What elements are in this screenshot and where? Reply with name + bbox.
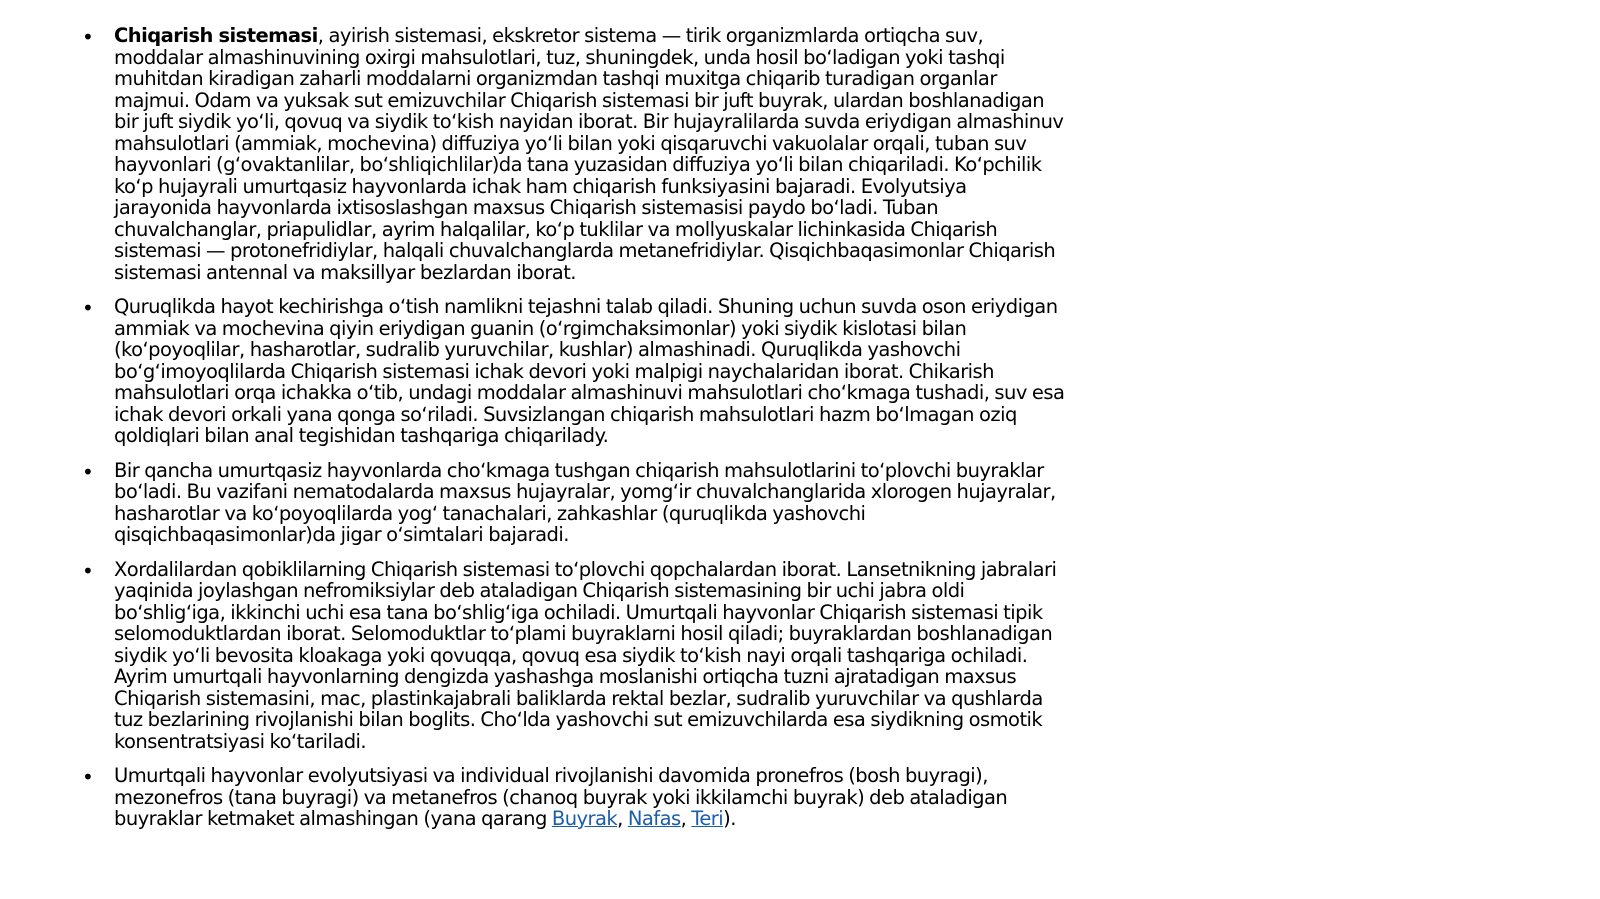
list-item — [82, 460, 1067, 546]
list-item — [82, 765, 1067, 830]
paragraph-body: , ayirish sistemasi, ekskretor sistema — tirik organizmlarda ortiqcha suv, moddalar almashinuvining oxirgi mahsulotlari, tuz, shuningdek, unda hosil boʻladigan yoki tashqi muhitdan kiradigan zaharli moddalarni organizmdan tashqi muxitga chiqarib turadigan organlar majmui. Odam va yuksak sut emizuvchilar Chiqarish sistemasi bir juft buyrak, ulardan boshlanadigan bir juft siydik yoʻli, qovuq va siydik toʻkish nayidan iborat. Bir hujayralilarda suvda eriydigan almashinuv mahsulotlari (ammiak, mochevina) diffuziya yoʻli bilan yoki qisqaruvchi vakuolalar orqali, tuban suv hayvonlari (gʻovaktanlilar, boʻshliqichlilar)da tana yuzasidan diffuziya yoʻli bilan chiqariladi. Koʻpchilik koʻp hujayrali umurtqasiz hayvonlarda ichak ham chiqarish funksiyasini bajaradi. Evolyutsiya jarayonida hayvonlarda ixtisoslashgan maxsus Chiqarish sistemasisi paydo boʻladi. Tuban chuvalchanglar, priapulidlar, ayrim halqalilar, koʻp tuklilar va mollyuskalar lichinkasida Chiqarish sistemasi — protonefridiylar, halqali chuvalchanglarda metanefridiylar. Qisqichbaqasimonlar Chiqarish sistemasi antennal va maksillyar bezlardan iborat. — [114, 24, 1064, 284]
paragraph-text: Quruqlikda hayot kechirishga oʻtish namlikni tejashni talab qiladi. Shuning uchun suvda oson eriydigan ammiak va mochevina qiyin eriydigan guanin (oʻrgimchaksimonlar) yoki siydik kislotasi bilan (koʻpoyoqlilar, hasharotlar, sudralib yuruvchilar, kushlar) almashinadi. Quruqlikda yashovchi boʻgʻimoyoqlilarda Chiqarish sistemasi ichak devori yoki malpigi naychalaridan iborat. Chikarish mahsulotlari orqa ichakka oʻtib, undagi moddalar almashinuvi mahsulotlari choʻkmaga tushadi, suv esa ichak devori orkali yana qonga soʻriladi. Suvsizlangan chiqarish mahsulotlari hazm boʻlmagan oziq qoldiqlari bilan anal tegishidan tashqariga chiqarilady. — [114, 295, 1065, 447]
link-nafas[interactable]: Nafas — [627, 807, 681, 830]
link-teri[interactable]: Teri — [691, 807, 724, 830]
link-separator: , — [680, 807, 692, 830]
list-item — [82, 296, 1067, 447]
paragraph-text: Xordalilardan qobiklilarning Chiqarish sistemasi toʻplovchi qopchalardan iborat. Lansetnikning jabralari yaqinida joylashgan nefromiksiylar deb ataladigan Chiqarish sistemasining bir uchi jabra oldi boʻshligʻiga, ikkinchi uchi esa tana boʻshligʻiga ochiladi. Umurtqali hayvonlar Chiqarish sistemasi tipik selomoduktlardan iborat. Selomoduktlar toʻplami buyraklarni hosil qiladi; buyraklardan boshlanadigan siydik yoʻli bevosita kloakaga yoki qovuqqa, qovuq esa siydik toʻkish nayi orqali tashqariga ochiladi. Ayrim umurtqali hayvonlarning dengizda yashashga moslanishi ortiqcha tuzni ajratadigan maxsus Chiqarish sistemasini, mac, plastinkajabrali baliklarda rektal bezlar, sudralib yuruvchilar va qushlarda tuz bezlarining rivojlanishi bilan boglits. Choʻlda yashovchi sut emizuvchilarda esa siydikning osmotik konsentratsiyasi koʻtariladi. — [114, 557, 1057, 753]
bullet-icon: • — [82, 25, 94, 49]
bold-term: Chiqarish sistemasi — [114, 24, 318, 47]
link-buyrak[interactable]: Buyrak — [551, 807, 618, 830]
paragraph-body: Umurtqali hayvonlar evolyutsiyasi va individual rivojlanishi davomida pronefros (bosh buyragi), mezonefros (tana buyragi) va metanefros (chanoq buyrak yoki ikkilamchi buyrak) deb ataladigan buyraklar ketmaket almashingan (yana qarang — [114, 764, 1008, 830]
paragraph-text — [114, 25, 1067, 283]
paragraph-text — [114, 765, 1067, 830]
bullet-list — [82, 25, 1067, 843]
bullet-icon: • — [82, 459, 94, 484]
paragraph-text: Bir qancha umurtqasiz hayvonlarda choʻkmaga tushgan chiqarish mahsulotlarini toʻplovchi buyraklar boʻladi. Bu vazifani nematodalarda maxsus hujayralar, yomgʻir chuvalchanglarida xlorogen hujayralar, hasharotlar va koʻpoyoqlilarda yogʻ tanachalari, zahkashlar (quruqlikda yashovchi qisqichbaqasimonlar)da jigar oʻsimtalari bajaradi. — [114, 458, 1056, 546]
paragraph-end: ). — [723, 807, 736, 830]
bullet-icon: • — [82, 765, 94, 789]
bullet-icon: • — [82, 558, 94, 583]
bullet-icon: • — [82, 296, 94, 320]
list-item — [82, 559, 1067, 753]
list-item — [82, 25, 1067, 283]
link-separator: , — [617, 807, 628, 830]
